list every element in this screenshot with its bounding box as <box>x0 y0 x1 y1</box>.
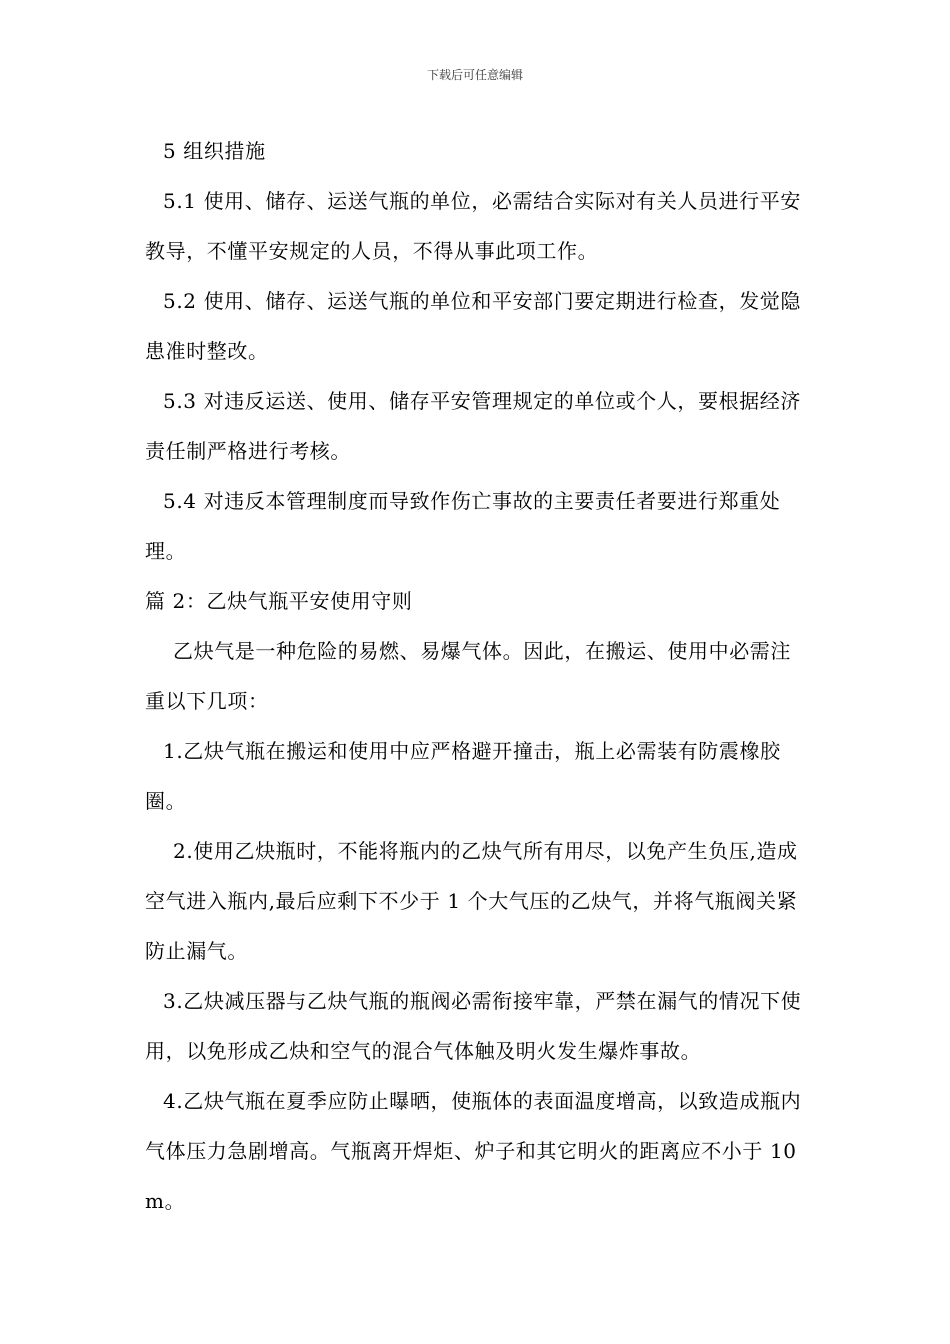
paragraph-5-4: 5.4 对违反本管理制度而导致作伤亡事故的主要责任者要进行郑重处理。 <box>145 489 781 563</box>
header-note: 下载后可任意编辑 <box>426 68 523 82</box>
rule-item-2: 2.使用乙炔瓶时，不能将瓶内的乙炔气所有用尽，以免产生负压,造成空气进入瓶内,最后应剩下不少于 1 个大气压的乙炔气，并将气瓶阀关紧防止漏气。 <box>145 839 798 963</box>
rule-item-1: 1.乙炔气瓶在搬运和使用中应严格避开撞击，瓶上必需装有防震橡胶圈。 <box>145 739 781 813</box>
rule-item-4: 4.乙炔气瓶在夏季应防止曝晒，使瓶体的表面温度增高，以致造成瓶内气体压力急剧增高。气瓶离开焊炬、炉子和其它明火的距离应不小于 10m。 <box>145 1089 802 1213</box>
paragraph-5-1: 5.1 使用、储存、运送气瓶的单位，必需结合实际对有关人员进行平安教导，不懂平安规定的人员，不得从事此项工作。 <box>145 189 801 263</box>
section-title: 5 组织措施 <box>163 139 266 163</box>
rule-item-3: 3.乙炔减压器与乙炔气瓶的瓶阀必需衔接牢靠，严禁在漏气的情况下使用，以免形成乙炔和空气的混合气体触及明火发生爆炸事故。 <box>145 989 802 1063</box>
paragraph-5-2: 5.2 使用、储存、运送气瓶的单位和平安部门要定期进行检查，发觉隐患准时整改。 <box>145 289 801 363</box>
chapter-intro: 乙炔气是一种危险的易燃、易爆气体。因此，在搬运、使用中必需注重以下几项： <box>145 639 791 713</box>
paragraph-5-3: 5.3 对违反运送、使用、储存平安管理规定的单位或个人，要根据经济责任制严格进行考核。 <box>145 389 801 463</box>
document-body <box>145 126 807 1226</box>
chapter-title: 篇 2：乙炔气瓶平安使用守则 <box>145 589 413 613</box>
